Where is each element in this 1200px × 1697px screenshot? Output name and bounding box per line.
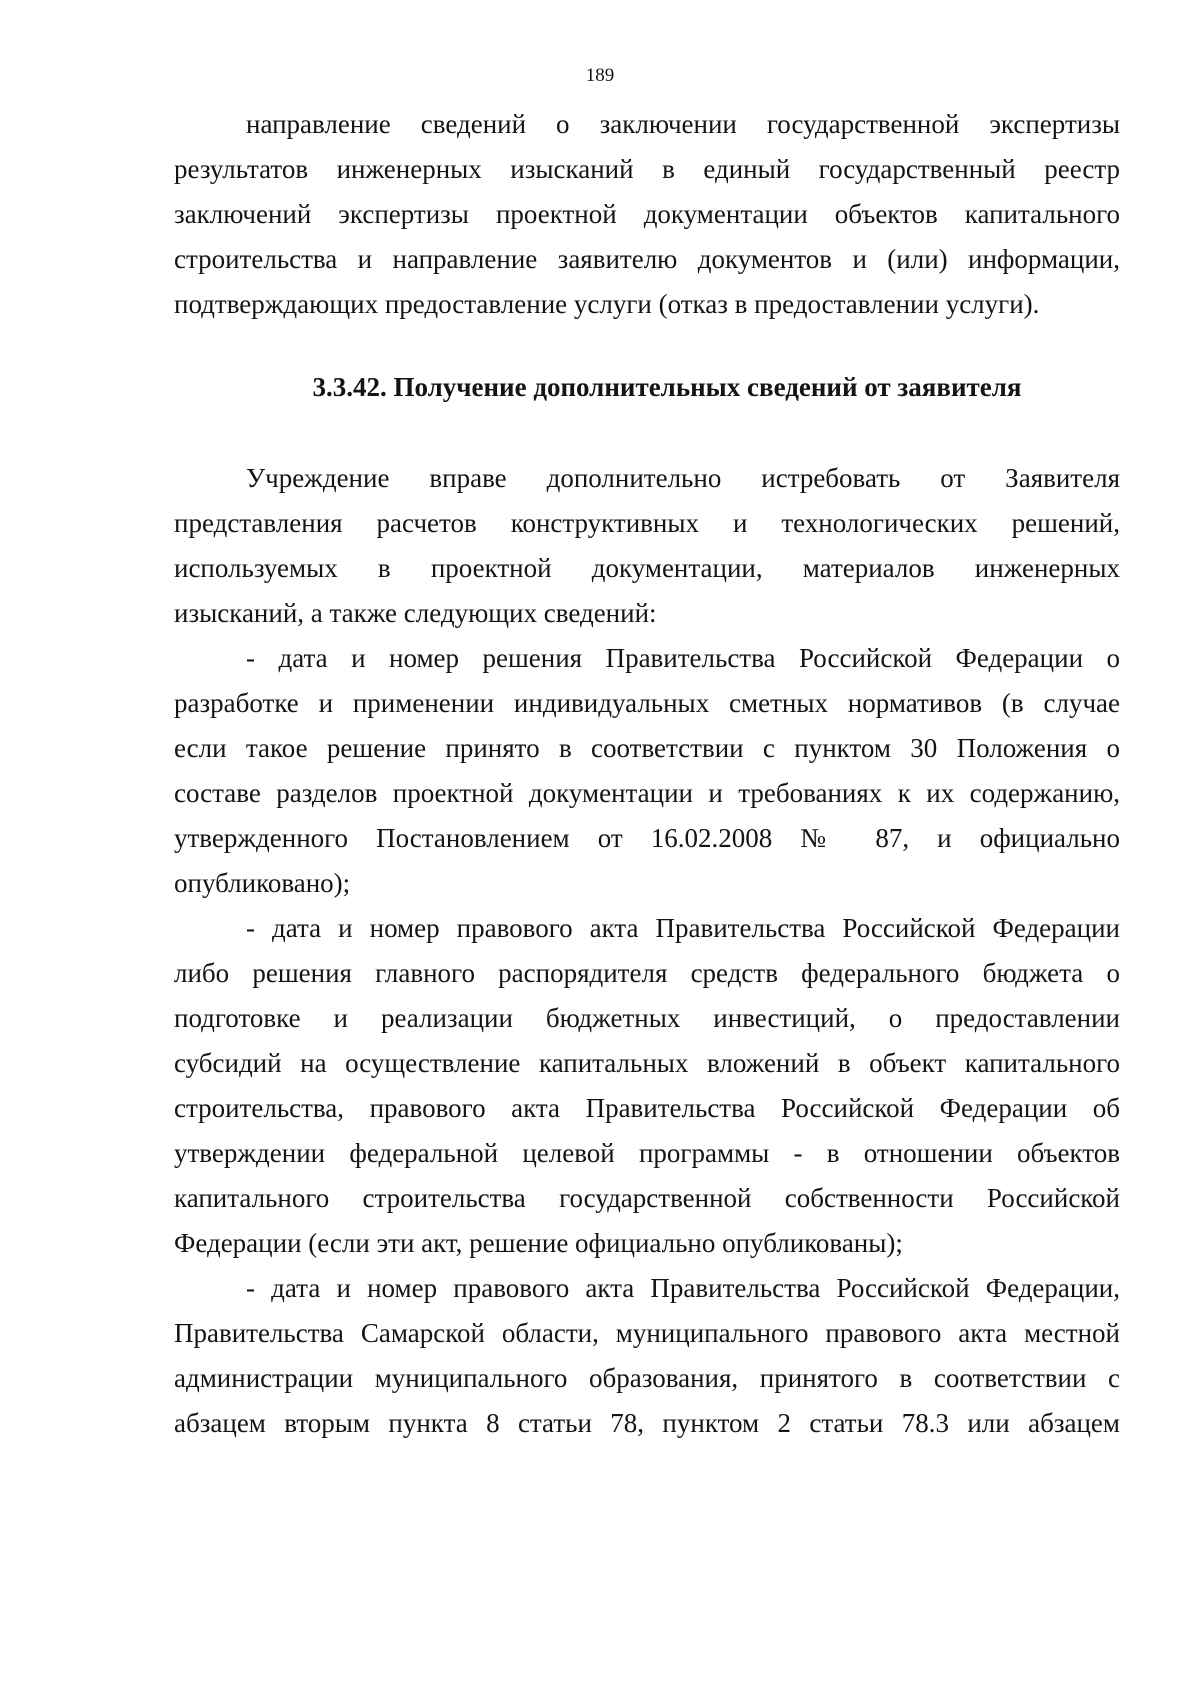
list-item-line: - дата и номер правового акта Правительства Российской Федерации [246,913,1120,943]
list-item-line: подготовке и реализации бюджетных инвестиций, о предоставлении [174,1003,1120,1033]
list-item-line: - дата и номер правового акта Правительства Российской Федерации, [246,1273,1120,1303]
page-number: 189 [585,65,615,86]
list-item-line: капитального строительства государственной собственности Российской [174,1183,1120,1213]
list-item-line: опубликовано); [174,868,351,898]
list-item-line: разработке и применении индивидуальных сметных нормативов (в случае [174,688,1120,718]
continuation-line: подтверждающих предоставление услуги (отказ в предоставлении услуги). [174,289,1040,319]
list-item-line: строительства, правового акта Правительства Российской Федерации об [174,1093,1120,1123]
continuation-line: заключений экспертизы проектной документации объектов капитального [174,199,1120,229]
list-item-line: Правительства Самарской области, муниципального правового акта местной [174,1318,1120,1348]
continuation-line: строительства и направление заявителю документов и (или) информации, [174,244,1120,274]
continuation-line: результатов инженерных изысканий в единый государственный реестр [174,154,1120,184]
list-item-line: либо решения главного распорядителя средств федерального бюджета о [174,958,1120,988]
continuation-line: направление сведений о заключении государственной экспертизы [246,109,1120,139]
list-item-line: утверждении федеральной целевой программы - в отношении объектов [174,1138,1120,1168]
list-item-line: если такое решение принято в соответствии с пунктом 30 Положения о [174,733,1120,763]
list-item-line: абзацем вторым пункта 8 статьи 78, пунктом 2 статьи 78.3 или абзацем [174,1408,1120,1438]
section-heading: 3.3.42. Получение дополнительных сведений от заявителя [312,372,1022,402]
list-item-line: субсидий на осуществление капитальных вложений в объект капитального [174,1048,1120,1078]
list-item-line: администрации муниципального образования, принятого в соответствии с [174,1363,1120,1393]
intro-line: представления расчетов конструктивных и технологических решений, [174,508,1120,538]
list-item-line: Федерации (если эти акт, решение официально опубликованы); [174,1228,903,1258]
intro-line: изысканий, а также следующих сведений: [174,598,657,628]
intro-line: используемых в проектной документации, материалов инженерных [174,553,1120,583]
intro-line: Учреждение вправе дополнительно истребовать от Заявителя [246,463,1120,493]
list-item-line: составе разделов проектной документации и требованиях к их содержанию, [174,778,1120,808]
list-item-line: - дата и номер решения Правительства Российской Федерации о [246,643,1120,673]
list-item-line: утвержденного Постановлением от 16.02.2008 № 87, и официально [174,823,1120,853]
